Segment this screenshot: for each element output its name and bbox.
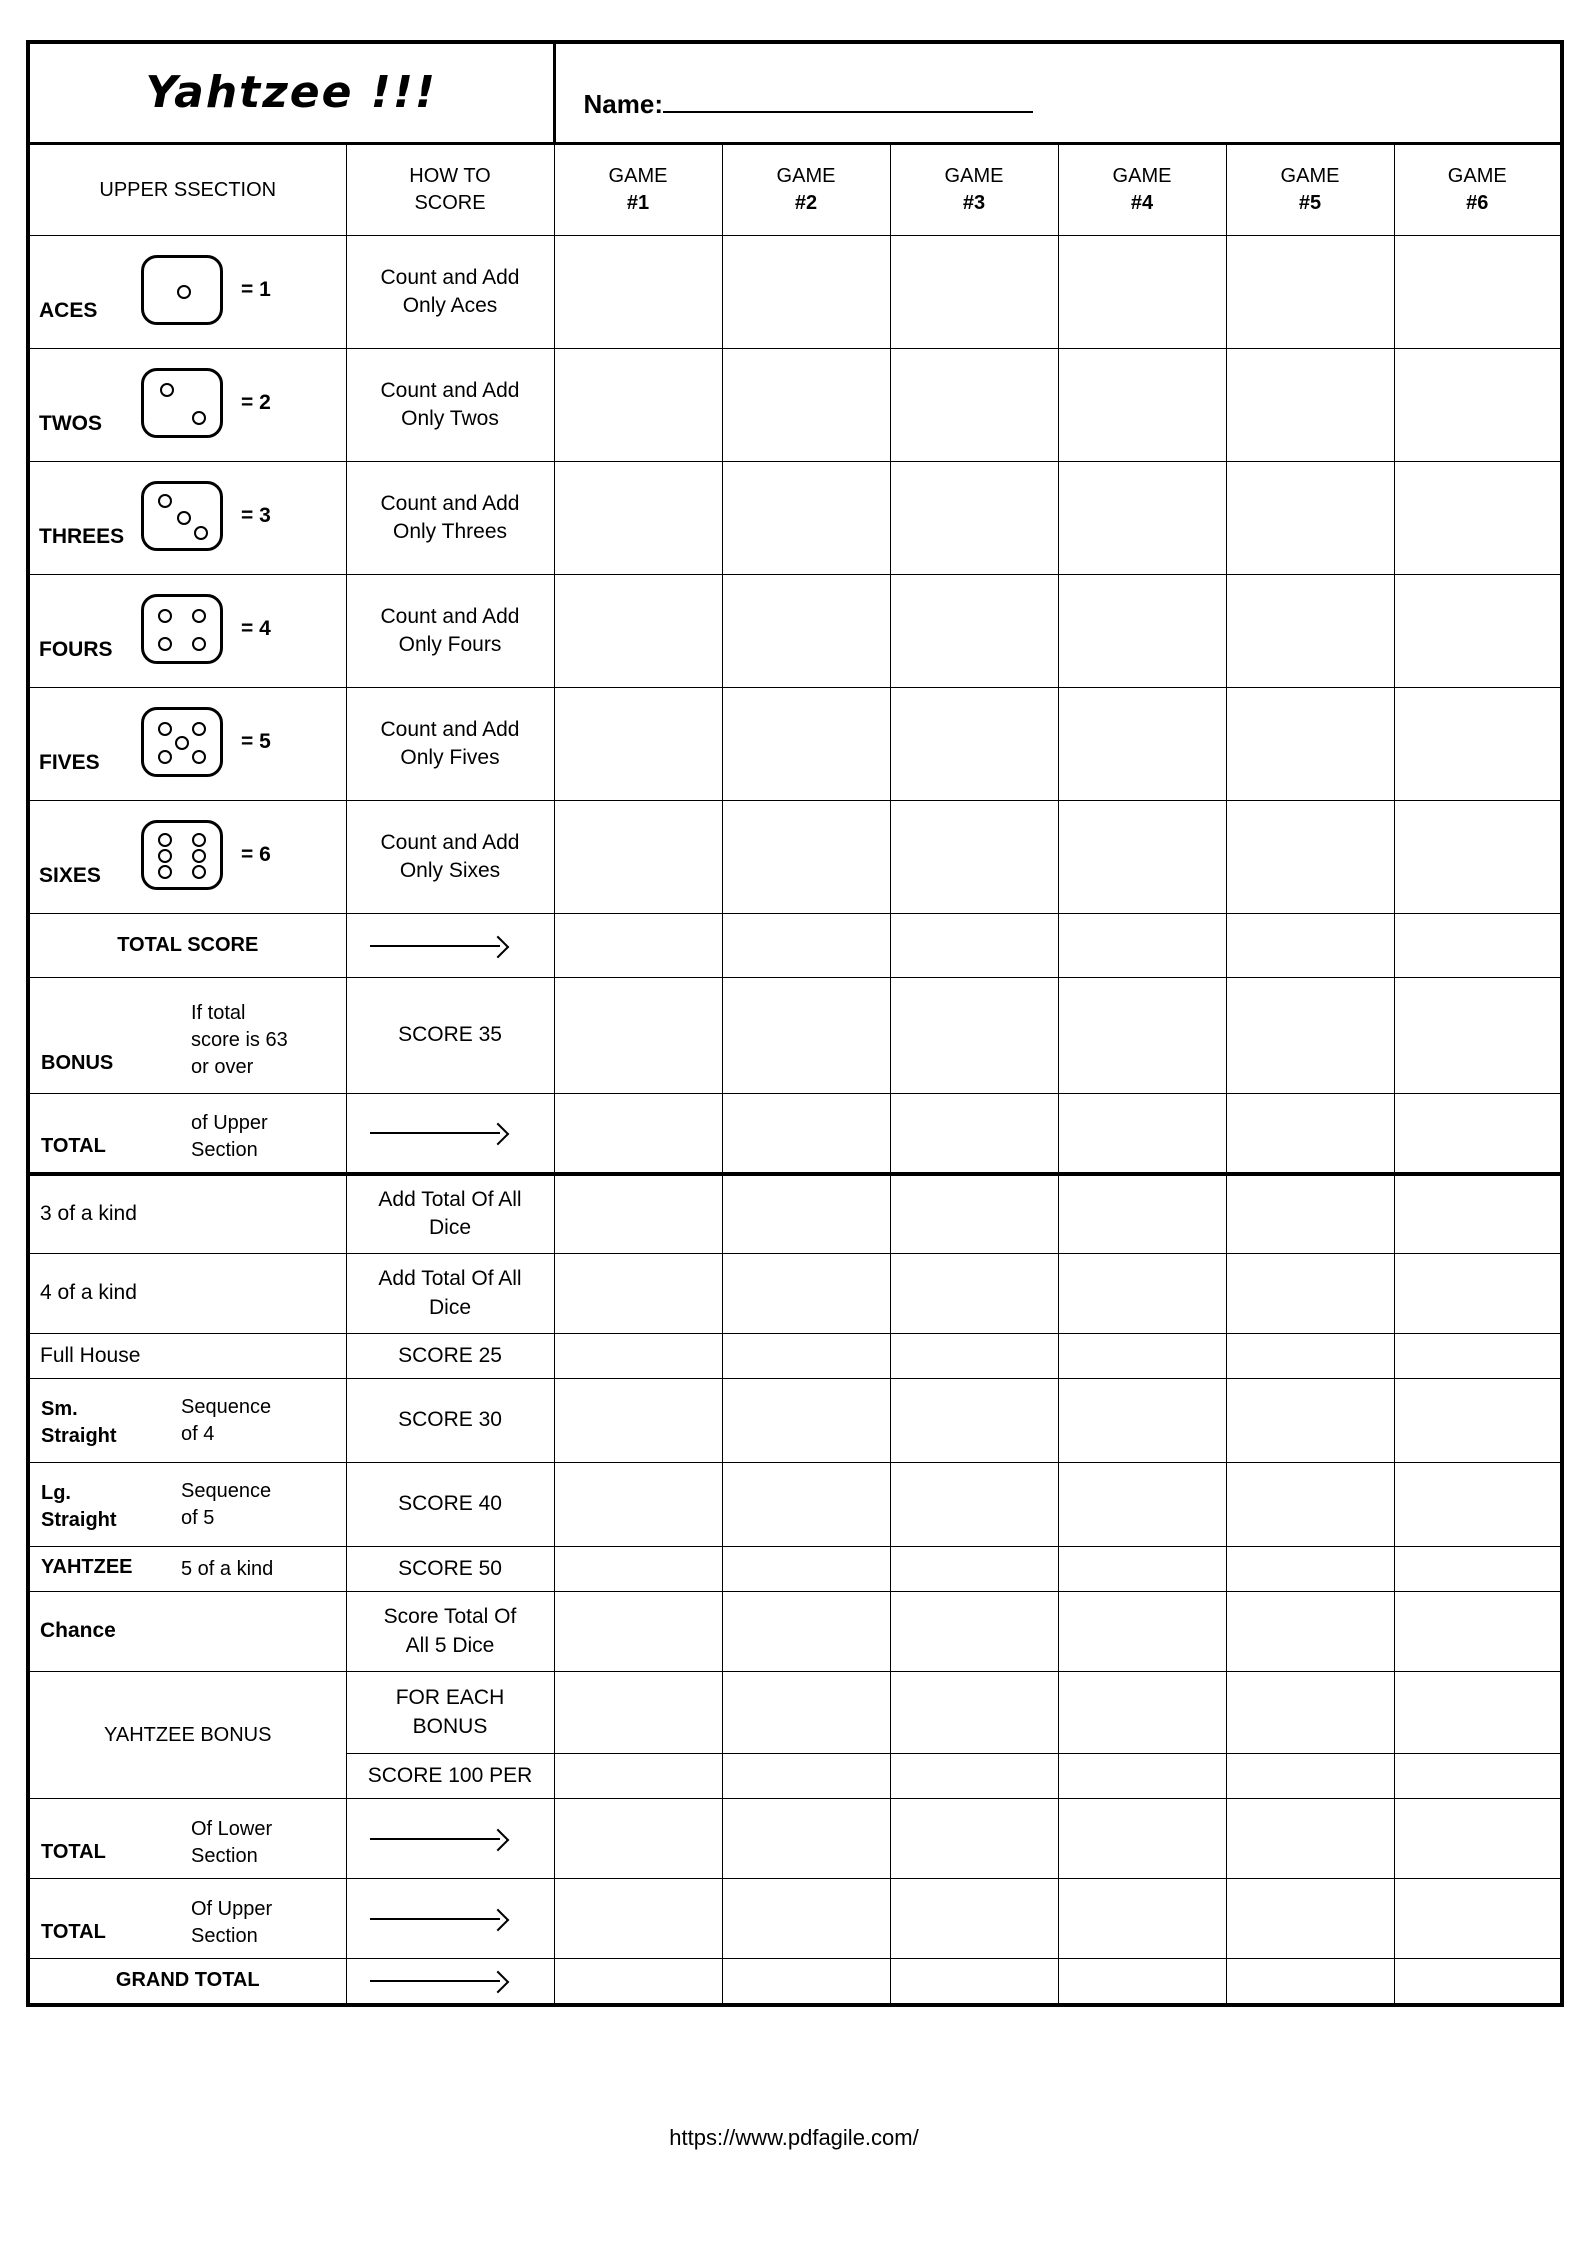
game-header-3 [890,144,1058,236]
score-cell[interactable] [554,914,722,978]
score-cell[interactable] [722,236,890,349]
how-line1: Add Total Of All [378,1267,522,1291]
game-header-2-line2: #2 [794,192,818,214]
score-cell[interactable] [554,688,722,801]
score-cell[interactable] [890,914,1058,978]
score-cell[interactable] [554,236,722,349]
row-label-full-house: Full House [28,1334,346,1379]
score-cell[interactable] [1226,1379,1394,1463]
score-cell[interactable] [1226,801,1394,914]
sixes-label: SIXES [39,863,101,887]
die-5 [135,707,271,777]
fives-equals: = 5 [241,729,271,753]
table-row [28,688,1562,801]
row-label-4-of-a-kind: 4 of a kind [28,1254,346,1334]
fives-how-line1: Count and Add [380,717,520,741]
aces-equals: = 1 [241,277,271,301]
threes-how-line2: Only Threes [393,520,507,543]
row-label-large-straight [28,1463,346,1547]
score-cell[interactable] [1058,1379,1226,1463]
score-cell[interactable] [722,1592,890,1672]
game-header-6-line1: GAME [1447,165,1507,187]
how-to-score-line1: HOW TO [409,165,491,187]
score-cell[interactable] [1226,1174,1394,1254]
lower-total-label: TOTAL [41,1840,106,1863]
score-cell[interactable] [722,688,890,801]
upper-total-bottom-label-cell [28,1879,346,1959]
score-cell[interactable] [722,349,890,462]
score-cell[interactable] [1058,1672,1226,1754]
score-cell[interactable] [1226,1254,1394,1334]
score-cell[interactable] [890,236,1058,349]
how-line2: Dice [428,1216,471,1240]
die-6 [135,820,271,890]
how-line1: Add Total Of All [378,1187,522,1211]
score-cell[interactable] [1058,1334,1226,1379]
score-cell[interactable] [1394,1547,1562,1592]
twos-label: TWOS [39,411,102,435]
score-cell[interactable] [1394,801,1562,914]
score-cell[interactable] [1058,349,1226,462]
yahtzee-bonus-label: YAHTZEE BONUS [28,1672,346,1799]
game-header-1-line2: #1 [626,192,650,214]
total-score-arrow-cell [346,914,554,978]
score-cell[interactable] [1058,978,1226,1094]
upper-total-bottom-arrow-cell [346,1879,554,1959]
score-cell[interactable] [722,1959,890,2005]
fours-how-line1: Count and Add [380,604,520,628]
threes-equals: = 3 [241,503,271,527]
score-cell[interactable] [1394,978,1562,1094]
score-cell[interactable] [1394,462,1562,575]
score-cell[interactable] [1394,1379,1562,1463]
how-to-score-fives [346,688,554,801]
score-cell[interactable] [1058,801,1226,914]
score-cell[interactable] [1058,914,1226,978]
score-cell[interactable] [1226,349,1394,462]
score-cell[interactable] [1226,914,1394,978]
score-cell[interactable] [890,462,1058,575]
game-header-5-line1: GAME [1280,165,1340,187]
upper-section-header: UPPER SSECTION [28,144,346,236]
die-face-2-icon [141,368,223,438]
row-label-3-of-a-kind: 3 of a kind [28,1174,346,1254]
lower-total-arrow-cell [346,1799,554,1879]
upper-total-bottom-row [28,1879,1562,1959]
score-cell[interactable] [1226,978,1394,1094]
row-label-chance: Chance [28,1592,346,1672]
score-cell[interactable] [554,1379,722,1463]
name-field-cell[interactable] [554,42,1562,144]
score-cell[interactable] [1058,236,1226,349]
table-row [28,801,1562,914]
game-header-2 [722,144,890,236]
threes-label: THREES [39,524,125,548]
score-cell[interactable] [554,1754,722,1799]
score-cell[interactable] [1394,1592,1562,1672]
die-face-6-icon [141,820,223,890]
name-label: Name: [583,88,663,119]
upper-total-desc-line2: Section [191,1138,258,1161]
score-cell[interactable] [1394,1463,1562,1547]
die-face-3-icon [141,481,223,551]
bonus-label: BONUS [41,1052,114,1074]
score-cell[interactable] [890,1463,1058,1547]
score-cell[interactable] [722,978,890,1094]
die-4 [135,594,271,664]
fives-label: FIVES [39,750,100,774]
small-straight-sub: Sequence of 4 [181,1395,272,1445]
score-cell[interactable] [890,575,1058,688]
aces-how-line1: Count and Add [380,265,520,289]
lower-total-row [28,1799,1562,1879]
name-input-line[interactable] [663,85,1033,113]
score-table [26,40,1564,2007]
yahtzee-label: YAHTZEE [41,1555,133,1578]
twos-how-line2: Only Twos [401,407,499,430]
score-cell[interactable] [1226,1547,1394,1592]
game-header-4-line2: #4 [1130,192,1154,214]
score-cell[interactable] [890,1672,1058,1754]
score-cell[interactable] [1226,1094,1394,1174]
die-1 [135,255,271,325]
score-cell[interactable] [1394,1094,1562,1174]
row-label-fours [28,575,346,688]
sixes-equals: = 6 [241,842,271,866]
table-row [28,1254,1562,1334]
score-cell[interactable] [1394,1959,1562,2005]
table-row [28,1379,1562,1463]
bonus-row [28,978,1562,1094]
large-straight-label: Lg. Straight [41,1481,117,1531]
table-row [28,236,1562,349]
how-to-score-header [346,144,554,236]
score-cell[interactable] [1058,1547,1226,1592]
score-cell[interactable] [1226,1463,1394,1547]
score-cell[interactable] [1394,1799,1562,1879]
threes-how-line1: Count and Add [380,491,520,515]
game-header-3-line2: #3 [962,192,986,214]
game-header-4 [1058,144,1226,236]
score-cell[interactable] [1058,1094,1226,1174]
total-score-row [28,914,1562,978]
score-cell[interactable] [722,914,890,978]
small-straight-label: Sm. Straight [41,1397,117,1447]
how-to-score-3-of-a-kind [346,1174,554,1254]
yahtzee-score-sheet [26,40,1562,2007]
score-cell[interactable] [1394,1672,1562,1754]
score-cell[interactable] [554,349,722,462]
score-cell[interactable] [722,1879,890,1959]
score-cell[interactable] [1058,688,1226,801]
grand-total-row [28,1959,1562,2005]
score-cell[interactable] [554,1959,722,2005]
upper-total-label: TOTAL [41,1134,106,1157]
twos-equals: = 2 [241,390,271,414]
how-to-score-small-straight: SCORE 30 [346,1379,554,1463]
score-cell[interactable] [1058,1959,1226,2005]
row-label-small-straight [28,1379,346,1463]
score-cell[interactable] [554,1879,722,1959]
score-cell[interactable] [890,1254,1058,1334]
fours-equals: = 4 [241,616,271,640]
table-row [28,1463,1562,1547]
die-face-4-icon [141,594,223,664]
row-label-aces [28,236,346,349]
lower-total-label-cell [28,1799,346,1879]
score-cell[interactable] [890,1799,1058,1879]
upper-total-desc-line1: of Upper [191,1111,268,1134]
lower-total-desc-line1: Of Lower [191,1817,273,1840]
how-line1: Score Total Of [383,1605,517,1629]
score-cell[interactable] [1058,1799,1226,1879]
upper-total-bottom-desc-line1: Of Upper [191,1897,273,1920]
score-cell[interactable] [1394,349,1562,462]
score-cell[interactable] [1058,575,1226,688]
how-to-score-yahtzee: SCORE 50 [346,1547,554,1592]
score-cell[interactable] [890,801,1058,914]
row-label-twos [28,349,346,462]
die-face-5-icon [141,707,223,777]
game-header-5 [1226,144,1394,236]
game-header-6-line2: #6 [1466,192,1489,214]
sixes-how-line2: Only Sixes [399,859,501,882]
table-row [28,349,1562,462]
score-cell[interactable] [722,575,890,688]
score-cell[interactable] [1058,1174,1226,1254]
score-cell[interactable] [890,1379,1058,1463]
score-cell[interactable] [1226,1879,1394,1959]
die-face-1-icon [141,255,223,325]
table-row [28,462,1562,575]
score-cell[interactable] [554,1094,722,1174]
score-cell[interactable] [554,1334,722,1379]
score-cell[interactable] [890,1174,1058,1254]
game-header-1 [554,144,722,236]
how-to-score-line2: SCORE [414,192,486,214]
score-cell[interactable] [1394,688,1562,801]
arrow-right-icon [348,1120,553,1146]
score-cell[interactable] [722,1672,890,1754]
score-cell[interactable] [1226,1799,1394,1879]
score-cell[interactable] [722,1754,890,1799]
table-row [28,575,1562,688]
score-cell[interactable] [1226,688,1394,801]
score-cell[interactable] [554,1463,722,1547]
bonus-desc-line1: If total [191,1002,246,1024]
game-header-4-line1: GAME [1112,165,1172,187]
how-to-score-chance [346,1592,554,1672]
arrow-right-icon [348,933,553,959]
aces-how-line2: Only Aces [402,294,498,317]
score-cell[interactable] [1394,1879,1562,1959]
fives-how-line2: Only Fives [400,746,500,769]
score-cell[interactable] [1058,1592,1226,1672]
grand-total-label: GRAND TOTAL [28,1959,346,2005]
score-cell[interactable] [722,801,890,914]
bonus-desc-line2: score is 63 [191,1029,288,1051]
game-header-1-line1: GAME [608,165,668,187]
large-straight-sub: Sequence of 5 [181,1479,272,1529]
score-cell[interactable] [1226,462,1394,575]
score-cell[interactable] [890,978,1058,1094]
score-cell[interactable] [1394,1174,1562,1254]
arrow-right-icon [348,1968,553,1994]
score-cell[interactable] [1394,914,1562,978]
score-cell[interactable] [890,1879,1058,1959]
score-cell[interactable] [1394,236,1562,349]
score-cell[interactable] [554,801,722,914]
yahtzee-sub: 5 of a kind [181,1557,274,1580]
row-label-fives [28,688,346,801]
how-line2: Dice [428,1295,471,1319]
score-cell[interactable] [890,1334,1058,1379]
yahtzee-bonus-per: SCORE 100 PER [346,1754,554,1799]
score-cell[interactable] [554,575,722,688]
bonus-label-cell [28,978,346,1094]
yahtzee-bonus-row-1 [28,1672,1562,1754]
score-cell[interactable] [890,349,1058,462]
score-cell[interactable] [1226,1592,1394,1672]
game-header-2-line1: GAME [776,165,836,187]
score-cell[interactable] [1394,1754,1562,1799]
score-cell[interactable] [554,1547,722,1592]
yahtzee-bonus-how [346,1672,554,1754]
upper-total-row [28,1094,1562,1174]
how-to-score-twos [346,349,554,462]
score-cell[interactable] [722,1094,890,1174]
score-cell[interactable] [554,1672,722,1754]
column-header-row [28,144,1562,236]
yahtzee-bonus-how-line2: BONUS [412,1714,488,1738]
score-cell[interactable] [722,1463,890,1547]
row-label-sixes [28,801,346,914]
score-cell[interactable] [722,462,890,575]
game-header-6 [1394,144,1562,236]
row-label-threes [28,462,346,575]
fours-how-line2: Only Fours [398,633,502,656]
score-cell[interactable] [554,1254,722,1334]
table-row [28,1547,1562,1592]
score-cell[interactable] [890,1094,1058,1174]
arrow-right-icon [348,1826,553,1852]
score-cell[interactable] [722,1547,890,1592]
score-cell[interactable] [1226,575,1394,688]
upper-total-label-cell [28,1094,346,1174]
score-cell[interactable] [722,1254,890,1334]
fours-label: FOURS [39,637,113,661]
score-cell[interactable] [890,1959,1058,2005]
score-cell[interactable] [1394,575,1562,688]
score-cell[interactable] [890,1592,1058,1672]
score-cell[interactable] [1226,1754,1394,1799]
score-cell[interactable] [1226,236,1394,349]
score-cell[interactable] [1226,1334,1394,1379]
total-score-label: TOTAL SCORE [28,914,346,978]
score-cell[interactable] [1226,1672,1394,1754]
table-row [28,1174,1562,1254]
how-to-score-full-house: SCORE 25 [346,1334,554,1379]
arrow-right-icon [348,1906,553,1932]
score-cell[interactable] [1058,1754,1226,1799]
title-row [28,42,1562,144]
score-cell[interactable] [554,1174,722,1254]
score-cell[interactable] [1394,1254,1562,1334]
row-label-yahtzee [28,1547,346,1592]
grand-total-arrow-cell [346,1959,554,2005]
upper-total-bottom-label: TOTAL [41,1920,106,1943]
game-header-5-line2: #5 [1298,192,1322,214]
yahtzee-bonus-how-line1: FOR EACH [395,1686,505,1710]
die-3 [135,481,271,551]
score-cell[interactable] [890,1754,1058,1799]
score-cell[interactable] [890,688,1058,801]
score-cell[interactable] [1226,1959,1394,2005]
upper-total-arrow-cell [346,1094,554,1174]
bonus-desc-line3: or over [191,1056,254,1078]
twos-how-line1: Count and Add [380,378,520,402]
sixes-how-line1: Count and Add [380,830,520,854]
how-to-score-threes [346,462,554,575]
how-to-score-aces [346,236,554,349]
score-cell[interactable] [1058,462,1226,575]
how-to-score-fours [346,575,554,688]
how-line2: All 5 Dice [405,1633,495,1657]
score-cell[interactable] [554,978,722,1094]
footer-url[interactable]: https://www.pdfagile.com/ [669,2125,919,2150]
score-cell[interactable] [1058,1254,1226,1334]
score-cell[interactable] [1058,1879,1226,1959]
score-cell[interactable] [554,1799,722,1879]
score-cell[interactable] [722,1174,890,1254]
table-row [28,1334,1562,1379]
page-title: Yahtzee !!! [28,42,554,144]
score-cell[interactable] [890,1547,1058,1592]
score-cell[interactable] [722,1799,890,1879]
score-cell[interactable] [722,1379,890,1463]
aces-label: ACES [39,298,98,322]
score-cell[interactable] [1058,1463,1226,1547]
score-cell[interactable] [1394,1334,1562,1379]
table-row [28,1592,1562,1672]
score-cell[interactable] [554,462,722,575]
score-cell[interactable] [722,1334,890,1379]
score-cell[interactable] [554,1592,722,1672]
bonus-how-to-score: SCORE 35 [346,978,554,1094]
upper-total-bottom-desc-line2: Section [191,1924,258,1947]
how-to-score-sixes [346,801,554,914]
lower-total-desc-line2: Section [191,1844,258,1867]
game-header-3-line1: GAME [944,165,1004,187]
how-to-score-4-of-a-kind [346,1254,554,1334]
how-to-score-large-straight: SCORE 40 [346,1463,554,1547]
die-2 [135,368,271,438]
